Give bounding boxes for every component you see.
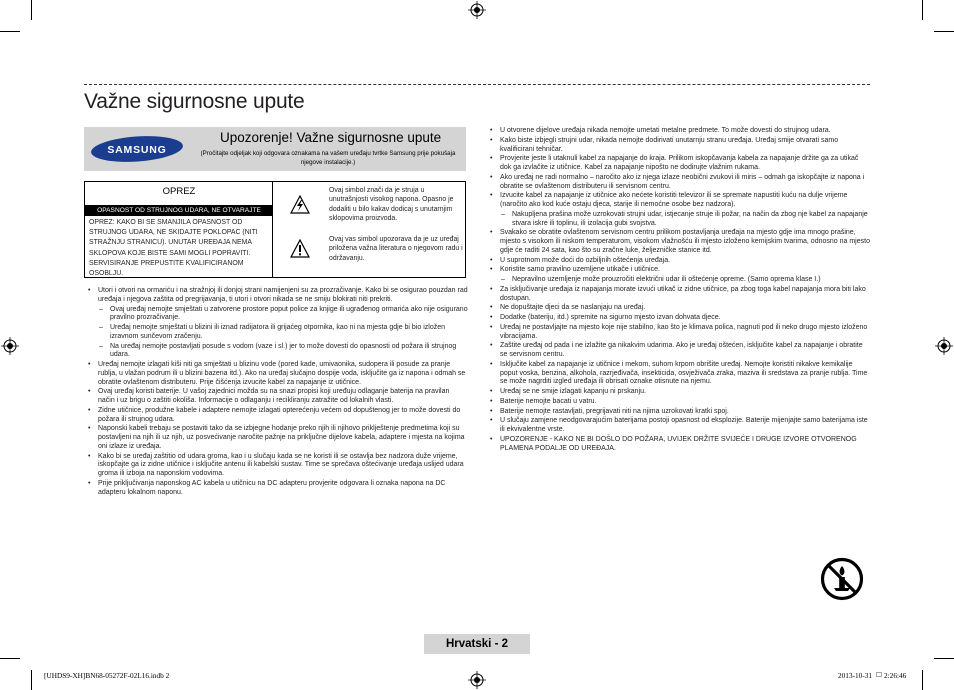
list-item: – Ovaj uređaj nemojte smještati u zatvorene prostore poput police za knjige ili ugrađenog ormarića ako nije osigurano pravilno prozračivanje.	[86, 306, 468, 324]
registration-mark-icon	[935, 337, 953, 355]
list-item: • Uređaj nemojte izlagati kiši niti ga smještati u blizinu vode (pored kade, umivaonika, sudopera ili posude za pranje rublja, u vlažan podrum ili u blizini bazena itd.). Ako na uređaj slučajno dospije voda, isključite ga iz napona i odmah se obratite ovlaštenom distributeru. Prije čišćenja izvucite kabel za napajanje iz utičnice.	[86, 361, 468, 387]
crop-mark	[922, 0, 923, 20]
list-item: • Provjerite jeste li utaknuli kabel za napajanje do kraja. Prilikom iskopčavanja kabela za napajanje držite ga za utikač dok ga izvlačite iz utičnice. Kabel za napajanje nipošto ne dodirujte vlažnim rukama.	[488, 155, 870, 173]
list-item: • Naponski kabeli trebaju se postaviti tako da se izbjegne hodanje preko njih ili njihovo priklještenje predmetima koji su postavljeni na njih ili uz njih, uz posvećivanje naročite pažnje na priključne dijelove kabela, adaptere i mjesta na kojima oni izlaze iz uređaja.	[86, 425, 468, 451]
list-item: • Dodatke (bateriju, itd.) spremite na sigurno mjesto izvan dohvata djece.	[488, 314, 870, 323]
caution-panel	[85, 182, 273, 277]
list-item: – Uređaj nemojte smještati u blizini ili iznad radijatora ili grijaćeg otpornika, kao ni na mjesta gdje bi bio izložen izravnom sunčevom zračenju.	[86, 324, 468, 342]
list-item: • Izvucite kabel za napajanje iz utičnice ako nećete koristiti televizor ili se spremate napustiti kuću na dulje vrijeme (naročito ako kod kuće ostaju djeca, starije ili nemoćne osobe bez nadzora).	[488, 192, 870, 210]
list-item: • Zaštite uređaj od pada i ne izlažite ga nikakvim udarima. Ako je uređaj oštećen, isključite kabel za napajanje i obratite se servisnom centru.	[488, 342, 870, 360]
list-item: • Ovaj uređaj koristi baterije. U vašoj zajednici možda su na snazi propisi koji uređuju odlaganje baterija na pravilan način i uz brigu o zaštiti okoliša. Informacije o odlaganju i recikliranju zatražite od lokalnih vlasti.	[86, 388, 468, 406]
page-title: Važne sigurnosne upute	[84, 90, 305, 113]
instruction-list	[86, 287, 468, 497]
crop-mark	[0, 658, 20, 659]
list-item: • UPOZORENJE - KAKO NE BI DOŠLO DO POŽARA, UVIJEK DRŽITE SVIJEĆE I DRUGE IZVORE OTVORENOG PLAMENA PODALJE OD UREĐAJA.	[488, 436, 870, 454]
instruction-list	[488, 127, 870, 453]
right-column	[488, 127, 870, 454]
list-item: • Uređaj se ne smije izlagati kapanju ni prskanju.	[488, 388, 870, 397]
symbol-description: Ovaj simbol znači da je struja u unutrašnjosti visokog napona. Opasno je dodaliti u bilo kakav dodicaj s unutarnjim sklopovima proizvoda.	[329, 187, 454, 222]
list-item: • Kako biste izbjegli strujni udar, nikada nemojte dodirivati unutarnju stranu uređaja. Uređaj smije otvarati samo kvalificirani tehničar.	[488, 137, 870, 155]
page-number: Hrvatski - 2	[424, 634, 530, 654]
list-item: • U slučaju zamjene neodgovarajućim baterijama postoji opasnost od eksplozije. Baterije mijenjajte samo baterijama iste ili ekvivalentne vrste.	[488, 417, 870, 435]
list-item: – Nakupljena prašina može uzrokovati strujni udar, istjecanje struje ili požar, na način da zbog nje kabel za napajanje stvara iskre ili toplinu, ili izolacija gubi svojstva.	[488, 211, 870, 229]
registration-mark-icon	[468, 671, 486, 689]
list-item: • Baterije nemojte rastavljati, pregrijavati niti na njima uzrokovati kratki spoj.	[488, 408, 870, 417]
list-item: • Isključite kabel za napajanje iz utičnice i mekom, suhom krpom obrišite uređaj. Nemojte koristiti nikakve kemikalije poput voska, benzina, alkohola, razrjeđivača, insekticida, osvježivača zraka, maziva ili sredstava za pranje rublja. Time se može nagrditi izgled uređaja ili obrisati oznake otisnute na njemu.	[488, 361, 870, 387]
caution-text: OPREZ: KAKO BI SE SMANJILA OPASNOST OD STRUJNOG UDARA, NE SKIDAJTE POKLOPAC (NITI STRAŽNJU STRANICU). UNUTAR UREĐAJA NEMA SKLOPOVA KOJE BISTE SAMI MOGLI POPRAVITI. SERVISIRANJE PREPUSTITE KVALIFICIRANOM OSOBLJU.	[89, 219, 258, 277]
list-item: • Svakako se obratite ovlaštenom servisnom centru prilikom postavljanja uređaja na mjesto gdje ima mnogo prašine, mjesto s visokom ili niskom temperaturom, visokom vlažnošću ili mjesto izloženo kemijskim tvarima, odnosno na mjesto gdje će raditi 24 sata, kao što su zračne luke, željezničke stanice itd.	[488, 229, 870, 255]
symbol-description: Ovaj vas simbol upozorava da je uz uređaj priložena važna literatura o njegovom radu i održavanju.	[329, 236, 463, 262]
list-item: – Na uređaj nemojte postavljati posude s vodom (vaze i sl.) jer to može dovesti do opasnosti od požara ili strujnog udara.	[86, 343, 468, 361]
banner-title: Upozorenje! Važne sigurnosne upute	[220, 130, 442, 145]
list-item: • Ne dopuštajte djeci da se naslanjaju na uređaj.	[488, 304, 870, 313]
list-item: – Nepravilno uzemljenje može prouzročiti električni udar ili oštećenje opreme. (Samo oprema klase I.)	[488, 276, 870, 285]
registration-mark-icon	[1, 337, 19, 355]
list-item: • U suprotnom može doći do ozbiljnih oštećenja uređaja.	[488, 257, 870, 266]
footer-time: 2:26:46	[884, 671, 907, 680]
lightning-warning-icon	[290, 195, 310, 215]
list-item: • Uređaj ne postavljajte na mjesto koje nije stabilno, kao što je klimava polica, nagnuti pod ili neko drugo mjesto izloženo vibracijama.	[488, 324, 870, 342]
exclamation-warning-icon	[290, 239, 310, 259]
left-column	[86, 287, 468, 498]
list-item: • Ako uređaj ne radi normalno – naročito ako iz njega izlaze neobični zvukovi ili miris – odmah ga iskopčajte iz napona i obratite se ovlaštenom distributeru ili servisnom centru.	[488, 174, 870, 192]
list-item: • Utori i otvori na ormariću i na stražnjoj ili donjoj strani namijenjeni su za prozračivanje. Kako bi se osigurao pouzdan rad uređaja i njegova zaštita od pregrijavanja, ti utori i otvori nikada se ne smiju blokirati niti prekriti.	[86, 287, 468, 305]
list-item: • Koristite samo pravilno uzemljene utikače i utičnice.	[488, 266, 870, 275]
caution-box	[84, 181, 466, 278]
list-item: • U otvorene dijelove uređaja nikada nemojte umetati metalne predmete. To može dovesti do strujnog udara.	[488, 127, 870, 136]
crop-mark	[31, 0, 32, 20]
registration-mark-icon	[468, 1, 486, 19]
header-divider	[84, 84, 870, 85]
crop-mark	[934, 31, 954, 32]
crop-mark	[922, 670, 923, 690]
crop-mark	[934, 658, 954, 659]
footer-file-info: [UHDS9-XH]BN68-05272F-02L16.indb 2	[44, 671, 170, 680]
caution-heading: OPREZ	[162, 186, 196, 197]
list-item: • Za isključivanje uređaja iz napajanja morate izvući utikač iz zidne utičnice, pa zbog toga kabel napajanja mora biti lako dostupan.	[488, 286, 870, 304]
banner-subtitle: (Pročitajte odjeljak koji odgovara oznakama na vašem uređaju tvrtke Samsung prije pokušaja njegove instalacije.)	[200, 150, 456, 166]
samsung-logo	[90, 135, 184, 163]
warning-banner	[84, 127, 466, 171]
list-item: • Baterije nemojte bacati u vatru.	[488, 398, 870, 407]
shock-warning-bar: OPASNOST OD STRUJNOG UDARA, NE OTVARAJTE	[85, 205, 273, 216]
list-item: • Zidne utičnice, produžne kabele i adaptere nemojte izlagati opterećenju većem od dopuštenog jer to može dovesti do požara ili strujnog udara.	[86, 407, 468, 425]
footer-date: 2013-10-31	[838, 671, 873, 680]
footer-page-mark: ☐	[876, 671, 882, 679]
brand-name: SAMSUNG	[107, 144, 167, 156]
crop-mark	[31, 670, 32, 690]
no-open-flame-icon	[820, 557, 864, 601]
list-item: • Prije priključivanja naponskog AC kabela u utičnicu na DC adapteru provjerite odgovara li oznaka napona na DC adapteru lokalnom naponu.	[86, 480, 468, 498]
crop-mark	[0, 31, 20, 32]
list-item: • Kako bi se uređaj zaštitio od udara groma, kao i u slučaju kada se ne koristi ili se ostavlja bez nadzora duže vrijeme, iskopčajte ga iz zidne utičnice i isključite antenu ili kabelski sustav. Time se sprečava oštećivanje uređaja uslijed udara groma ili izboja na naponskim vodovima.	[86, 453, 468, 479]
